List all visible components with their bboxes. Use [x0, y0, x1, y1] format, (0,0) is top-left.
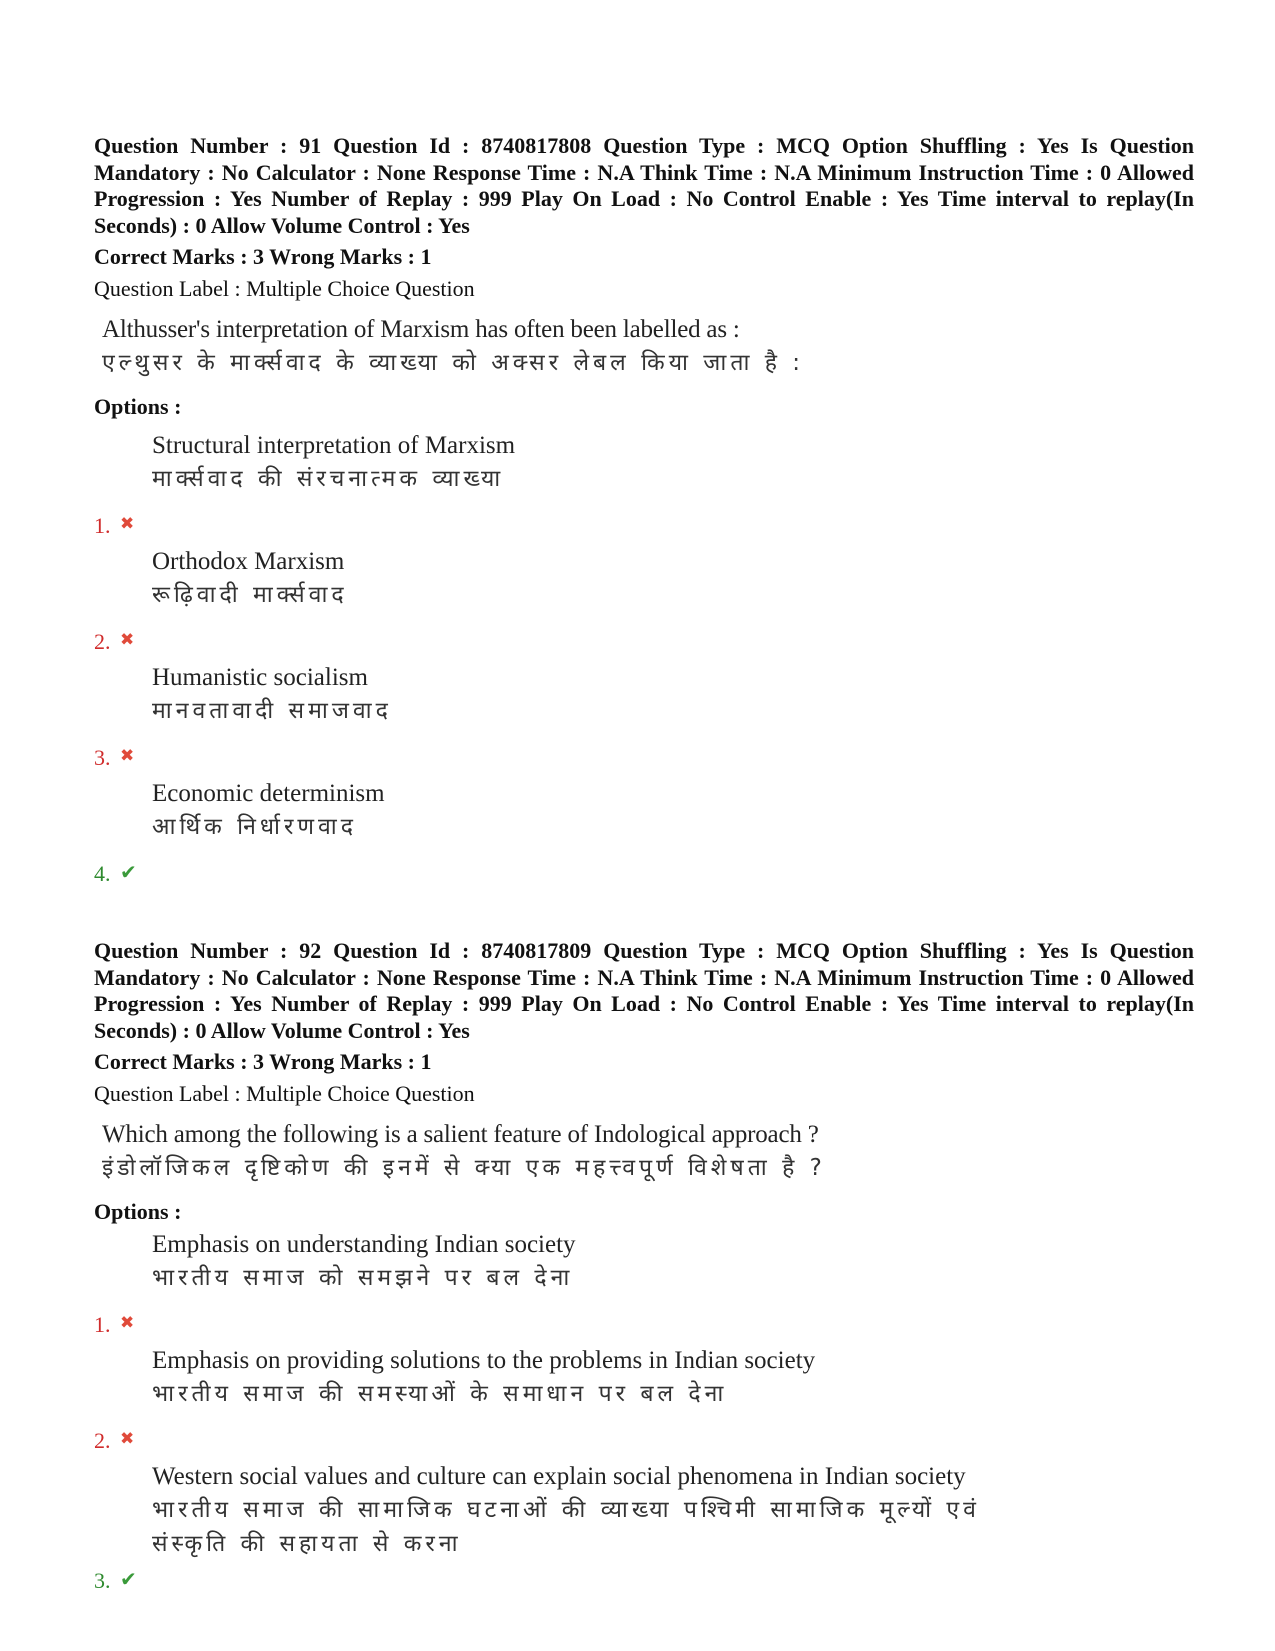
question-label: Question Label : Multiple Choice Question — [94, 276, 475, 301]
option-text-english: Structural interpretation of Marxism — [152, 432, 516, 459]
option-text — [152, 1461, 1052, 1561]
question-text-english: Which among the following is a salient feature of Indological approach ? — [102, 1121, 819, 1148]
option-4 — [94, 778, 1194, 894]
option-number: 4. — [94, 861, 111, 886]
option-3 — [94, 1461, 1194, 1601]
option-text-hindi: आर्थिक निर्धारणवाद — [152, 814, 357, 840]
question-block-92 — [94, 938, 1194, 1601]
options-heading: Options : — [94, 394, 182, 419]
option-2 — [94, 546, 1194, 662]
question-marks: Correct Marks : 3 Wrong Marks : 1 — [94, 1049, 432, 1074]
cross-icon: ✖ — [120, 514, 135, 534]
option-1 — [94, 1229, 1194, 1345]
option-text — [152, 778, 385, 844]
option-number: 1. — [94, 513, 111, 538]
question-marks: Correct Marks : 3 Wrong Marks : 1 — [94, 244, 432, 269]
option-text — [152, 1345, 815, 1411]
cross-icon: ✖ — [120, 1313, 135, 1333]
option-number: 3. — [94, 745, 111, 770]
option-text-hindi: मार्क्सवाद की संरचनात्मक व्याख्या — [152, 466, 505, 492]
option-text-hindi: भारतीय समाज की सामाजिक घटनाओं की व्याख्या पश्चिमी सामाजिक मूल्यों एवं संस्कृति की सहायता से करना — [152, 1497, 980, 1557]
cross-icon: ✖ — [120, 630, 135, 650]
option-text-hindi: भारतीय समाज की समस्याओं के समाधान पर बल देना — [152, 1381, 728, 1407]
option-2 — [94, 1345, 1194, 1461]
question-text — [102, 314, 1194, 380]
question-text — [102, 1119, 1194, 1185]
question-text-hindi: इंडोलॉजिकल दृष्टिकोण की इनमें से क्या एक महत्त्वपूर्ण विशेषता है ? — [102, 1155, 826, 1181]
option-text-english: Humanistic socialism — [152, 664, 368, 691]
cross-icon: ✖ — [120, 1429, 135, 1449]
option-3 — [94, 662, 1194, 778]
option-number: 2. — [94, 1428, 111, 1453]
option-text-hindi: मानवतावादी समाजवाद — [152, 698, 392, 724]
option-text-english: Emphasis on providing solutions to the problems in Indian society — [152, 1347, 816, 1374]
question-text-english: Althusser's interpretation of Marxism has often been labelled as : — [102, 316, 740, 343]
option-text-hindi: रूढ़िवादी मार्क्सवाद — [152, 582, 348, 608]
option-text-english: Western social values and culture can explain social phenomena in Indian society — [152, 1463, 966, 1490]
question-text-hindi: एल्थुसर के मार्क्सवाद के व्याख्या को अक्सर लेबल किया जाता है : — [102, 350, 804, 376]
option-number: 2. — [94, 629, 111, 654]
option-text — [152, 1229, 576, 1295]
cross-icon: ✖ — [120, 746, 135, 766]
options-heading: Options : — [94, 1199, 182, 1224]
option-text — [152, 430, 515, 496]
option-text — [152, 546, 348, 612]
option-1 — [94, 430, 1194, 546]
option-number: 1. — [94, 1312, 111, 1337]
question-meta: Question Number : 92 Question Id : 8740817809 Question Type : MCQ Option Shuffling : Yes Is Question Mandatory : No Calculator : None Response Time : N.A Think Time : N.A Minimum Instruction Time : 0 Allowed Progression : Yes Number of Replay : 999 Play On Load : No Control Enable : Yes Time interval to replay(In Seconds) : 0 Allow Volume Control : Yes — [94, 938, 1194, 1043]
option-text-english: Economic determinism — [152, 780, 385, 807]
option-text — [152, 662, 392, 728]
check-icon: ✔ — [120, 860, 137, 884]
check-icon: ✔ — [120, 1567, 137, 1591]
option-text-english: Orthodox Marxism — [152, 548, 345, 575]
question-label: Question Label : Multiple Choice Question — [94, 1081, 475, 1106]
question-block-91 — [94, 133, 1194, 894]
option-text-hindi: भारतीय समाज को समझने पर बल देना — [152, 1265, 574, 1291]
option-text-english: Emphasis on understanding Indian society — [152, 1231, 576, 1258]
question-meta: Question Number : 91 Question Id : 8740817808 Question Type : MCQ Option Shuffling : Yes Is Question Mandatory : No Calculator : None Response Time : N.A Think Time : N.A Minimum Instruction Time : 0 Allowed Progression : Yes Number of Replay : 999 Play On Load : No Control Enable : Yes Time interval to replay(In Seconds) : 0 Allow Volume Control : Yes — [94, 133, 1194, 238]
option-number: 3. — [94, 1568, 111, 1593]
